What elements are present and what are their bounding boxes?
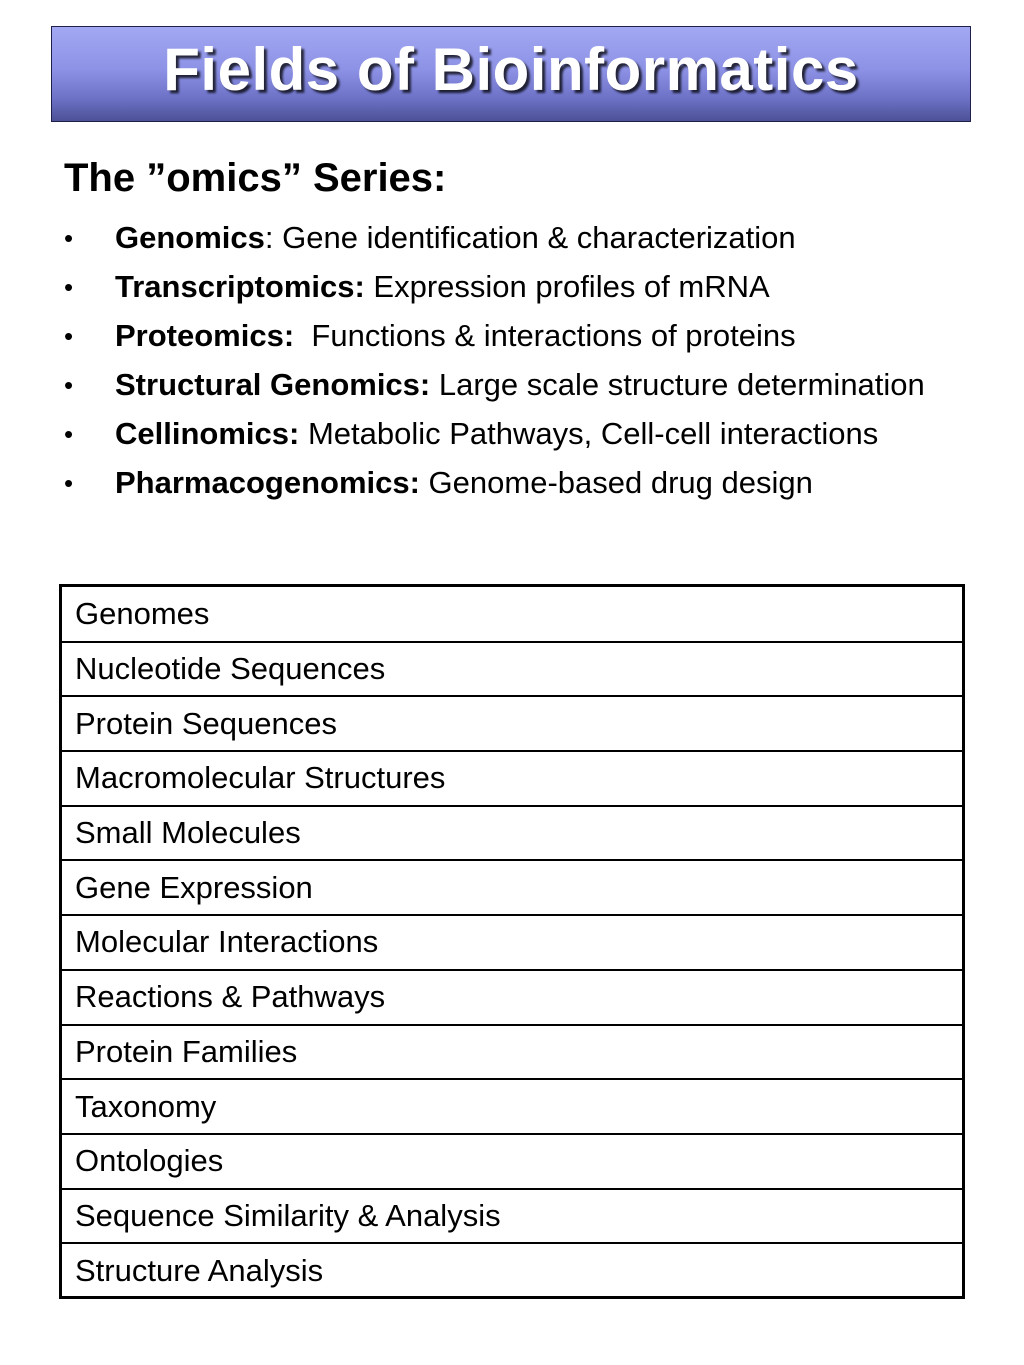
omics-subtitle: The ”omics” Series: (64, 156, 447, 200)
table-cell: Gene Expression (62, 860, 962, 915)
omics-term: Cellinomics: (115, 416, 300, 451)
table-cell: Genomes (62, 587, 962, 642)
omics-item-transcriptomics (64, 271, 964, 303)
table-row (62, 915, 962, 970)
omics-description: Gene identification & characterization (273, 220, 796, 255)
omics-item-cellinomics (64, 418, 964, 450)
table-row (62, 696, 962, 751)
omics-term: Genomics (115, 220, 265, 255)
bullet-icon: • (64, 272, 74, 302)
omics-description: Large scale structure determination (430, 367, 925, 402)
table-row (62, 1189, 962, 1244)
table-row (62, 1025, 962, 1080)
table-row (62, 970, 962, 1025)
table-cell: Protein Families (62, 1025, 962, 1080)
bullet-icon: • (64, 468, 74, 498)
title-banner (51, 26, 971, 122)
data-types-table (59, 584, 965, 1299)
table-cell: Macromolecular Structures (62, 751, 962, 806)
table-cell: Sequence Similarity & Analysis (62, 1189, 962, 1244)
table-row (62, 1134, 962, 1189)
omics-item-proteomics (64, 320, 964, 352)
bullet-icon: • (64, 419, 74, 449)
table-cell: Taxonomy (62, 1079, 962, 1134)
table-cell: Ontologies (62, 1134, 962, 1189)
omics-term: Proteomics: (115, 318, 295, 353)
table-row (62, 587, 962, 642)
omics-description: Genome-based drug design (419, 465, 813, 500)
omics-term: Transcriptomics: (115, 269, 365, 304)
table-row (62, 751, 962, 806)
table-row (62, 642, 962, 697)
bullet-icon: • (64, 370, 74, 400)
omics-item-genomics (64, 222, 964, 254)
omics-separator: : (264, 220, 274, 255)
omics-term: Pharmacogenomics: (115, 465, 420, 500)
omics-description: Metabolic Pathways, Cell-cell interactions (299, 416, 879, 451)
omics-description: Expression profiles of mRNA (364, 269, 770, 304)
omics-description: Functions & interactions of proteins (294, 318, 796, 353)
bullet-icon: • (64, 223, 74, 253)
table-cell: Molecular Interactions (62, 915, 962, 970)
table-cell: Protein Sequences (62, 696, 962, 751)
omics-list (64, 222, 964, 516)
omics-item-pharmacogenomics (64, 467, 964, 499)
table-row (62, 860, 962, 915)
table-cell: Reactions & Pathways (62, 970, 962, 1025)
table-cell: Structure Analysis (75, 1253, 324, 1289)
table-row (62, 1243, 962, 1298)
page-title: Fields of Bioinformatics (163, 36, 859, 103)
bullet-icon: • (64, 321, 74, 351)
omics-item-structural-genomics (64, 369, 964, 401)
omics-term: Structural Genomics: (115, 367, 431, 402)
table-row (62, 806, 962, 861)
table-cell: Small Molecules (62, 806, 962, 861)
table-cell: Nucleotide Sequences (62, 642, 962, 697)
table-row (62, 1079, 962, 1134)
